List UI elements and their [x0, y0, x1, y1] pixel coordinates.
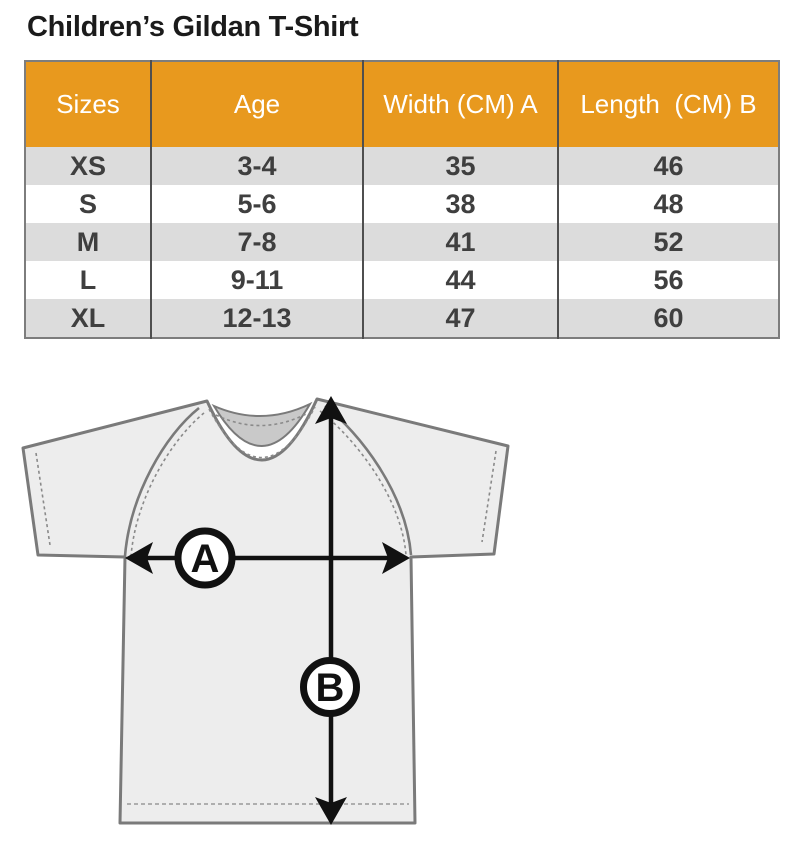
- table-row-m: [25, 223, 779, 261]
- cell-age: 3-4: [151, 147, 363, 185]
- cell-length: 56: [558, 261, 779, 299]
- column-header-width: Width (CM) A: [363, 61, 558, 147]
- cell-size: M: [76, 227, 100, 257]
- cell-size: XL: [70, 303, 106, 333]
- table-row-l: [25, 261, 779, 299]
- cell-length: 52: [558, 223, 779, 261]
- length-marker-label: B: [315, 666, 345, 710]
- cell-width: 35: [363, 147, 558, 185]
- cell-age: 7-8: [151, 223, 363, 261]
- table-row-s: [25, 185, 779, 223]
- cell-width: 38: [363, 185, 558, 223]
- column-header-sizes: Sizes: [25, 61, 151, 147]
- cell-width: 44: [363, 261, 558, 299]
- size-table: [24, 60, 780, 339]
- cell-size: XS: [69, 151, 107, 181]
- cell-width: 47: [363, 299, 558, 338]
- page-title: Children’s Gildan T-Shirt: [27, 11, 359, 43]
- cell-length: 60: [558, 299, 779, 338]
- column-header-age: Age: [151, 61, 363, 147]
- tshirt-silhouette: [23, 399, 508, 823]
- column-header-length: Length (CM) B: [558, 61, 779, 147]
- cell-size: S: [78, 189, 97, 219]
- table-header-row: [25, 61, 779, 147]
- width-marker-label: A: [190, 537, 220, 581]
- cell-width: 41: [363, 223, 558, 261]
- table-row-xl: [25, 299, 779, 338]
- cell-age: 5-6: [151, 185, 363, 223]
- cell-length: 48: [558, 185, 779, 223]
- cell-age: 9-11: [151, 261, 363, 299]
- tshirt-measurement-diagram: [0, 375, 540, 857]
- cell-length: 46: [558, 147, 779, 185]
- cell-age: 12-13: [151, 299, 363, 338]
- cell-size: L: [79, 265, 97, 295]
- table-row-xs: [25, 147, 779, 185]
